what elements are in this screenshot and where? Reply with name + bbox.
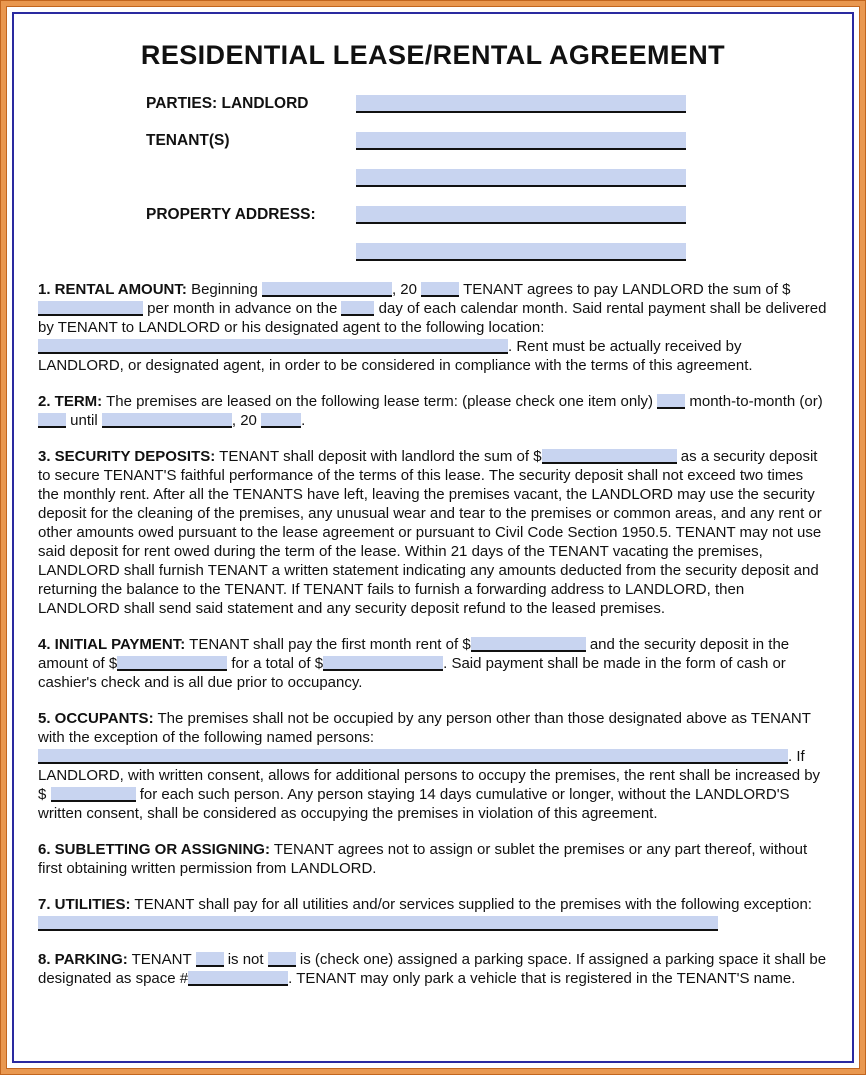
- section-rental-amount: [38, 280, 828, 375]
- text-segment: .: [788, 748, 793, 765]
- beginning-year-field[interactable]: [421, 282, 459, 297]
- text-segment: The premises shall not be occupied by any person other than those designated above as TENANT with the exception of the following named persons:: [38, 710, 811, 746]
- parking-space-number-field[interactable]: [188, 971, 288, 986]
- monthly-rent-field[interactable]: [38, 301, 143, 316]
- tenant-row-2: [146, 169, 828, 187]
- rent-increase-field[interactable]: [51, 787, 136, 802]
- initial-deposit-amount-field[interactable]: [117, 656, 227, 671]
- text-segment: day of each calendar month. Said rental payment shall be delivered by TENANT to LANDLORD or his designated agent to the following location:: [38, 300, 827, 336]
- landlord-name-field[interactable]: [356, 95, 686, 113]
- section-security-heading: 3. SECURITY DEPOSITS:: [38, 448, 216, 465]
- text-segment: is not: [227, 951, 264, 968]
- section-initial-heading: 4. INITIAL PAYMENT:: [38, 636, 186, 653]
- text-segment: . TENANT may only park a vehicle that is registered in the TENANT'S name.: [288, 970, 796, 987]
- text-segment: , 20: [391, 281, 417, 298]
- text-segment: as a security deposit to secure TENANT'S faithful performance of the terms of this lease. The security deposit shall not exceed two times the monthly rent. After all the TENANTS have left, leaving the premises vacant, the LANDLORD may use the security deposit for the cleaning of the premises, any unusual wear and tear to the premises or common areas, and any rent or other amounts owed pursuant to the lease agreement or pursuant to Civil Code Section 1950.5. TENANT may not use said deposit for rent owed during the term of the lease. Within 21 days of the TENANT vacating the premises, LANDLORD shall furnish TENANT a written statement indicating any amounts deducted from the security deposit and returning the balance to the TENANT. If TENANT fails to furnish a forwarding address to LANDLORD, then LANDLORD shall send said statement and any security deposit refund to the leased premises.: [38, 448, 822, 617]
- text-segment: , 20: [231, 412, 257, 429]
- tenant-row-1: [146, 132, 828, 150]
- beginning-date-field[interactable]: [262, 282, 392, 297]
- parking-is-checkbox-field[interactable]: [268, 952, 296, 967]
- page-title: RESIDENTIAL LEASE/RENTAL AGREEMENT: [140, 40, 726, 70]
- text-segment: until: [70, 412, 98, 429]
- text-segment: If LANDLORD, with written consent, allows for additional persons to occupy the premises, the rent shall be increased by $: [38, 748, 821, 803]
- property-row-1: [146, 206, 828, 224]
- term-end-year-field[interactable]: [261, 413, 301, 428]
- term-month-to-month-checkbox-field[interactable]: [657, 394, 685, 409]
- section-term-heading: 2. TERM:: [38, 393, 103, 410]
- section-parking-heading: 8. PARKING:: [38, 951, 128, 968]
- text-segment: TENANT: [131, 951, 192, 968]
- property-row-2: [146, 243, 828, 261]
- due-day-field[interactable]: [341, 301, 374, 316]
- landlord-row: [146, 95, 828, 113]
- section-term: [38, 392, 828, 430]
- first-month-rent-field[interactable]: [471, 637, 586, 652]
- section-subletting-heading: 6. SUBLETTING OR ASSIGNING:: [38, 841, 270, 858]
- text-segment: for a total of $: [231, 655, 324, 672]
- security-deposit-amount-field[interactable]: [542, 449, 677, 464]
- property-address-label: PROPERTY ADDRESS:: [146, 206, 316, 223]
- section-occupants-heading: 5. OCCUPANTS:: [38, 710, 154, 727]
- text-segment: is (check one) assigned a parking space. If assigned a parking space it shall be designated as space #: [38, 951, 827, 987]
- text-segment: TENANT agrees not to assign or sublet the premises or any part thereof, without first obtaining written permission from LANDLORD.: [38, 841, 808, 877]
- text-segment: for each such person. Any person staying 14 days cumulative or longer, without the LANDLORD'S written consent, shall be considered as occupying the premises in violation of this agreement.: [38, 786, 790, 822]
- parking-is-not-checkbox-field[interactable]: [196, 952, 224, 967]
- parties-landlord-label: PARTIES: LANDLORD: [146, 95, 309, 112]
- text-segment: . Said payment shall be made in the form of cash or cashier's check and is all due prior to occupancy.: [38, 655, 786, 691]
- text-segment: TENANT shall pay for all utilities and/or services supplied to the premises with the following exception:: [134, 896, 812, 913]
- text-segment: . Rent must be actually received by LANDLORD, or designated agent, in order to be considered in compliance with the terms of this agreement.: [38, 338, 753, 374]
- text-segment: and the security deposit in the amount of $: [38, 636, 790, 672]
- text-segment: The premises are leased on the following lease term: (please check one item only): [106, 393, 654, 410]
- tenant-label: TENANT(S): [146, 132, 230, 149]
- text-segment: TENANT agrees to pay LANDLORD the sum of $: [463, 281, 791, 298]
- initial-total-field[interactable]: [323, 656, 443, 671]
- section-utilities: [38, 895, 828, 933]
- text-segment: month-to-month (or): [689, 393, 823, 410]
- section-rental-heading: 1. RENTAL AMOUNT:: [38, 281, 187, 298]
- property-address-field-2[interactable]: [356, 243, 686, 261]
- text-segment: per month in advance on the: [147, 300, 338, 317]
- term-end-date-field[interactable]: [102, 413, 232, 428]
- section-security-deposits: [38, 447, 828, 618]
- term-until-checkbox-field[interactable]: [38, 413, 66, 428]
- document-inner-frame: [12, 12, 854, 1063]
- tenant-name-field-2[interactable]: [356, 169, 686, 187]
- section-utilities-heading: 7. UTILITIES:: [38, 896, 131, 913]
- section-occupants: [38, 709, 828, 823]
- section-initial-payment: [38, 635, 828, 692]
- text-segment: .: [301, 412, 306, 429]
- tenant-name-field-1[interactable]: [356, 132, 686, 150]
- property-address-field-1[interactable]: [356, 206, 686, 224]
- section-parking: [38, 950, 828, 988]
- additional-occupants-field[interactable]: [38, 749, 788, 764]
- utilities-exception-field[interactable]: [38, 916, 718, 931]
- section-subletting: [38, 840, 828, 878]
- text-segment: Beginning: [191, 281, 258, 298]
- payment-location-field[interactable]: [38, 339, 508, 354]
- text-segment: TENANT shall deposit with landlord the sum of $: [219, 448, 542, 465]
- text-segment: TENANT shall pay the first month rent of $: [189, 636, 471, 653]
- parties-block: [38, 95, 828, 261]
